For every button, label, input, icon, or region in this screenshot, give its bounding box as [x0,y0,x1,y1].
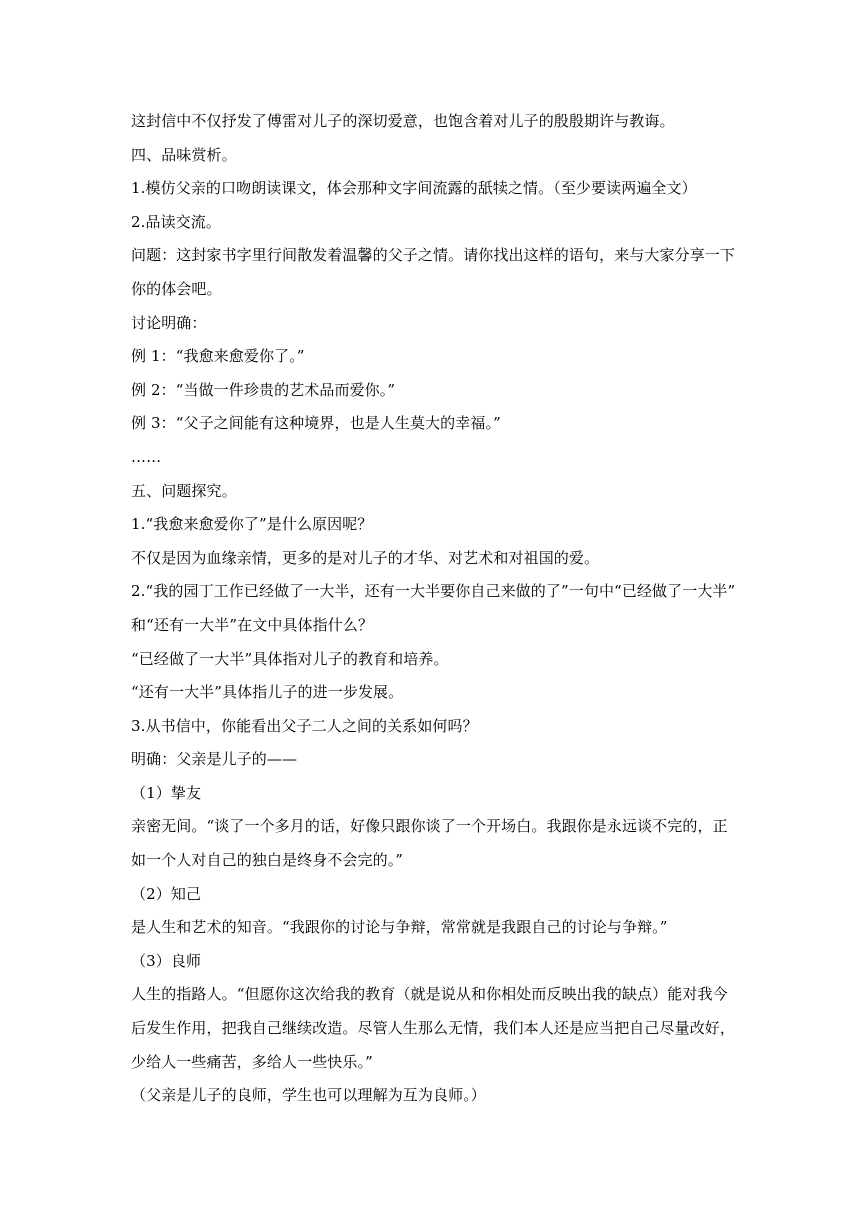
question-line: 3.从书信中，你能看出父子二人之间的关系如何吗？ [131,716,478,735]
answer-line: “已经做了一大半”具体指对儿子的教育和培养。 [131,649,449,668]
paragraph-line: 如一个人对自己的独白是终身不会完的。” [131,851,404,870]
paragraph-line: 少给人一些痛苦，多给人一些快乐。” [131,1052,373,1071]
subheading-line: （3）良师 [131,951,202,970]
example-line: 例 3：“父子之间能有这种境界，也是人生莫大的幸福。” [131,414,501,433]
section-heading: 四、品味赏析。 [131,145,237,164]
paragraph-line: 亲密无间。“谈了一个多月的话，好像只跟你谈了一个开场白。我跟你是永远谈不完的，正 [131,817,728,836]
document-body [131,105,736,1113]
paragraph-line: 你的体会吧。 [131,279,222,298]
paragraph-line: 是人生和艺术的知音。“我跟你的讨论与争辩，常常就是我跟自己的讨论与争辩。” [131,918,668,937]
paragraph-line: 2.品读交流。 [131,212,222,231]
subheading-line: （1）挚友 [131,783,202,802]
ellipsis-line: …… [131,447,162,466]
paragraph-line: 这封信中不仅抒发了傅雷对儿子的深切爱意，也饱含着对儿子的殷殷期许与教诲。 [131,112,675,130]
example-line: 例 2：“当做一件珍贵的艺术品而爱你。” [131,380,396,399]
paragraph-line: 人生的指路人。“但愿你这次给我的教育（就是说从和你相处而反映出我的缺点）能对我今 [131,985,728,1004]
answer-line: “还有一大半”具体指儿子的进一步发展。 [131,683,404,702]
paragraph-line: 问题：这封家书字里行间散发着温馨的父子之情。请你找出这样的语句，来与大家分享一下 [131,246,736,265]
question-line: 2.“我的园丁工作已经做了一大半，还有一大半要你自己来做的了”一句中“已经做了一大半” [131,582,736,601]
paragraph-line: 1.模仿父亲的口吻朗读课文，体会那种文字间流露的舐犊之情。（至少要读两遍全文） [131,179,697,198]
paragraph-line: 后发生作用，把我自己继续改造。尽管人生那么无情，我们本人还是应当把自己尽量改好， [131,1019,736,1038]
question-line: 和“还有一大半”在文中具体指什么？ [131,615,374,634]
subheading-line: （2）知己 [131,884,202,903]
question-line: 1.“我愈来愈爱你了”是什么原因呢？ [131,515,373,534]
paragraph-line: 讨论明确： [131,313,207,332]
answer-line: 明确：父亲是儿子的—— [131,750,298,769]
section-heading: 五、问题探究。 [131,481,237,500]
note-line: （父亲是儿子的良师，学生也可以理解为互为良师。） [131,1086,486,1105]
answer-line: 不仅是因为血缘亲情，更多的是对儿子的才华、对艺术和对祖国的爱。 [131,548,600,567]
example-line: 例 1：“我愈来愈爱你了。” [131,347,305,366]
